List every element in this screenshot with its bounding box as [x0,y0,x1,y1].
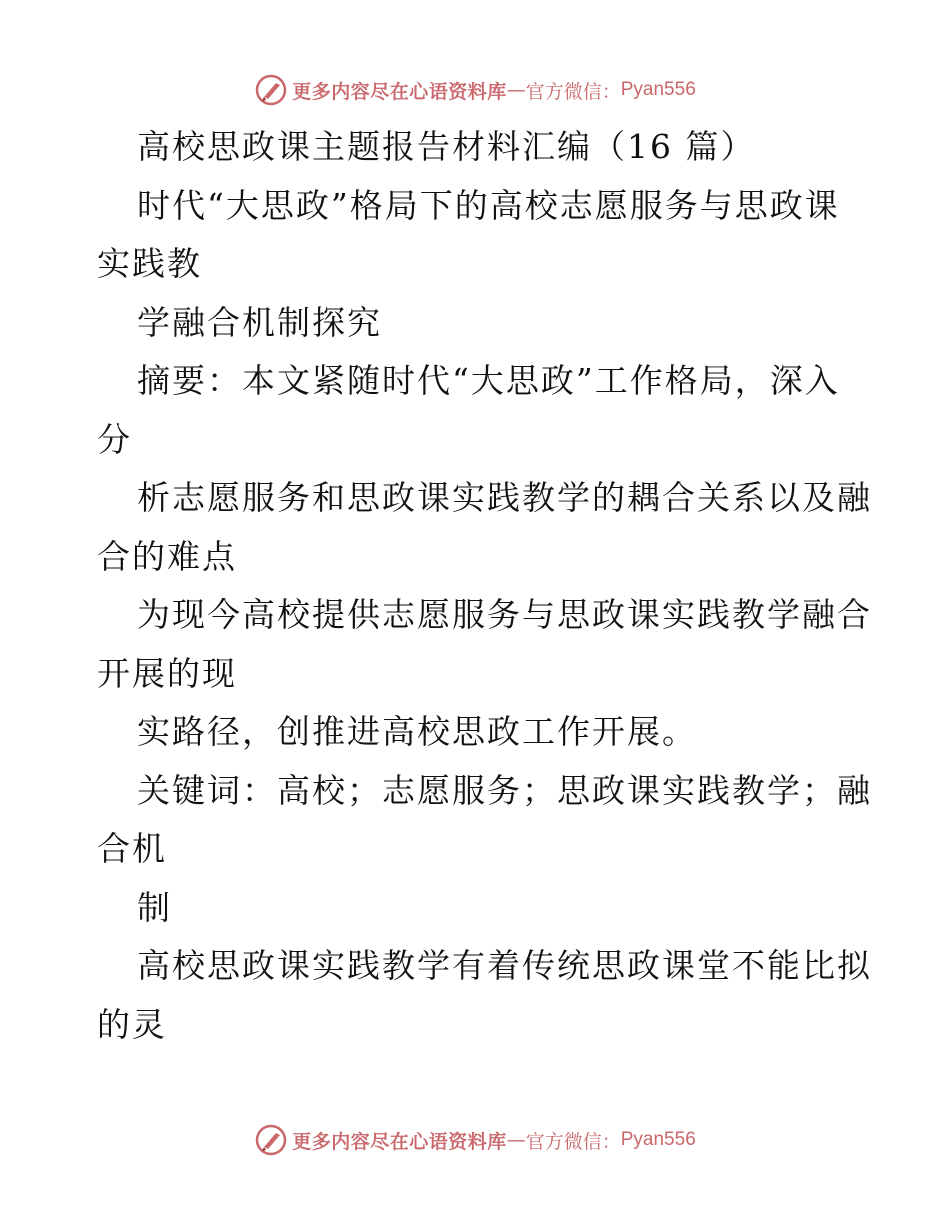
footer-wechat-label: 官方微信： [525,1130,621,1153]
doc-line: 的灵 [97,1004,167,1044]
header-separator: — [506,79,526,101]
footer-separator: — [506,1129,526,1151]
pen-logo-icon [254,1123,288,1157]
doc-title: 高校思政课主题报告材料汇编（16 篇） [137,127,756,166]
doc-line: 为现今高校提供志愿服务与思政课实践教学融合 [137,595,872,634]
footer-site-text: 更多内容尽在心语资料库 [292,1130,507,1153]
doc-line: 合的难点 [97,536,237,576]
doc-line: 实路径，创推进高校思政工作开展。 [137,712,697,751]
header-wechat-id: Pyan556 [620,79,696,100]
doc-line: 合机 [97,829,167,868]
footer-banner [0,1120,950,1160]
doc-line: 析志愿服务和思政课实践教学的耦合关系以及融 [137,478,872,517]
pen-logo-icon [254,73,288,107]
doc-line: 关键词：高校；志愿服务；思政课实践教学；融 [137,770,872,810]
doc-line: 学融合机制探究 [137,302,382,342]
document-body [97,118,872,1054]
doc-line: 时代“大思政”格局下的高校志愿服务与思政课 [137,185,840,225]
doc-line: 开展的现 [97,653,237,693]
doc-line: 实践教 [97,244,202,283]
header-banner [0,70,950,110]
doc-line: 摘要：本文紧随时代“大思政”工作格局，深入 [137,361,840,400]
footer-wechat-id: Pyan556 [620,1129,696,1150]
doc-line: 分 [97,419,132,459]
header-site-text: 更多内容尽在心语资料库 [292,80,507,103]
doc-line: 高校思政课实践教学有着传统思政课堂不能比拟 [137,946,872,985]
doc-line: 制 [137,887,172,927]
header-wechat-label: 官方微信： [525,80,621,103]
